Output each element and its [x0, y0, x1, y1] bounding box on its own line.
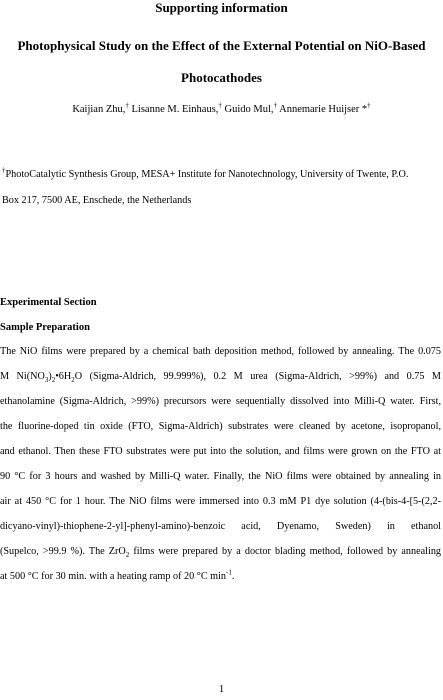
affiliation-text: PhotoCatalytic Synthesis Group, MESA+ Institute for Nanotechnology, University of Twente, P.O.: [5, 169, 409, 180]
dagger-mark: †: [2, 166, 6, 175]
author-4: Annemarie Huijser: [279, 104, 360, 115]
section-heading-experimental: Experimental Section: [0, 297, 97, 308]
dagger-mark: †: [367, 101, 371, 110]
paragraph-line: the fluorine-doped tin oxide (FTO, Sigma-Aldrich) substrates were cleaned by acetone, isopropanol,: [0, 421, 441, 432]
author-list: [0, 103, 443, 117]
paragraph-line: and ethanol. Then these FTO substrates were put into the solution, and films were grown on the FTO at: [0, 446, 441, 457]
author-3: Guido Mul,: [224, 104, 274, 115]
subsection-heading-sample-preparation: Sample Preparation: [0, 322, 90, 333]
paragraph-line: 90 °C for 3 hours and washed by Milli-Q water. Finally, the NiO films were obtained by annealing in: [0, 471, 441, 482]
author-2: Lisanne M. Einhaus,: [131, 104, 219, 115]
paragraph-line: M $Ni(NO_3)_2•6H_2O$ (Sigma-Aldrich, 99.999%), 0.2 M urea (Sigma-Aldrich, >99%) and 0.75 M: [0, 371, 441, 385]
affiliation-line-1: [2, 168, 440, 182]
dagger-mark: †: [125, 101, 129, 110]
corresponding-star: *: [361, 104, 368, 115]
supporting-information-label: Supporting information: [155, 0, 288, 15]
paragraph-line: air at 450 °C for 1 hour. The NiO films were immersed into 0.3 mM P1 dye solution (4-(bis-4-[5-(2,2-: [0, 496, 441, 507]
paragraph-line: ethanolamine (Sigma-Aldrich, >99%) precursors were sequentially dissolved into Milli-Q water. First,: [0, 396, 441, 407]
paragraph-line: dicyano-vinyl)-thiophene-2-yl]-phenyl-amino)-benzoic acid, Dyenamo, Sweden) in ethanol: [0, 521, 441, 532]
paragraph-line: The NiO films were prepared by a chemical bath deposition method, followed by annealing. The 0.075: [0, 346, 441, 357]
author-1: Kaijian Zhu,: [72, 104, 126, 115]
paragraph-line: (Supelco, >99.9 %). The ZrO$_2$ films were prepared by a doctor blading method, followed by annealing: [0, 546, 442, 560]
paper-title-line-2: Photocathodes: [181, 70, 262, 85]
paper-title-line-1: Photophysical Study on the Effect of the External Potential on NiO-Based: [17, 38, 426, 53]
dagger-mark: †: [218, 101, 222, 110]
page-number: 1: [218, 683, 225, 695]
paragraph-line: at 500 °C for 30 min. with a heating ramp of 20 °C $\min^{-1}$.: [0, 568, 235, 582]
affiliation-line-2: Box 217, 7500 AE, Enschede, the Netherlands: [2, 195, 192, 206]
dagger-mark: †: [273, 101, 278, 110]
